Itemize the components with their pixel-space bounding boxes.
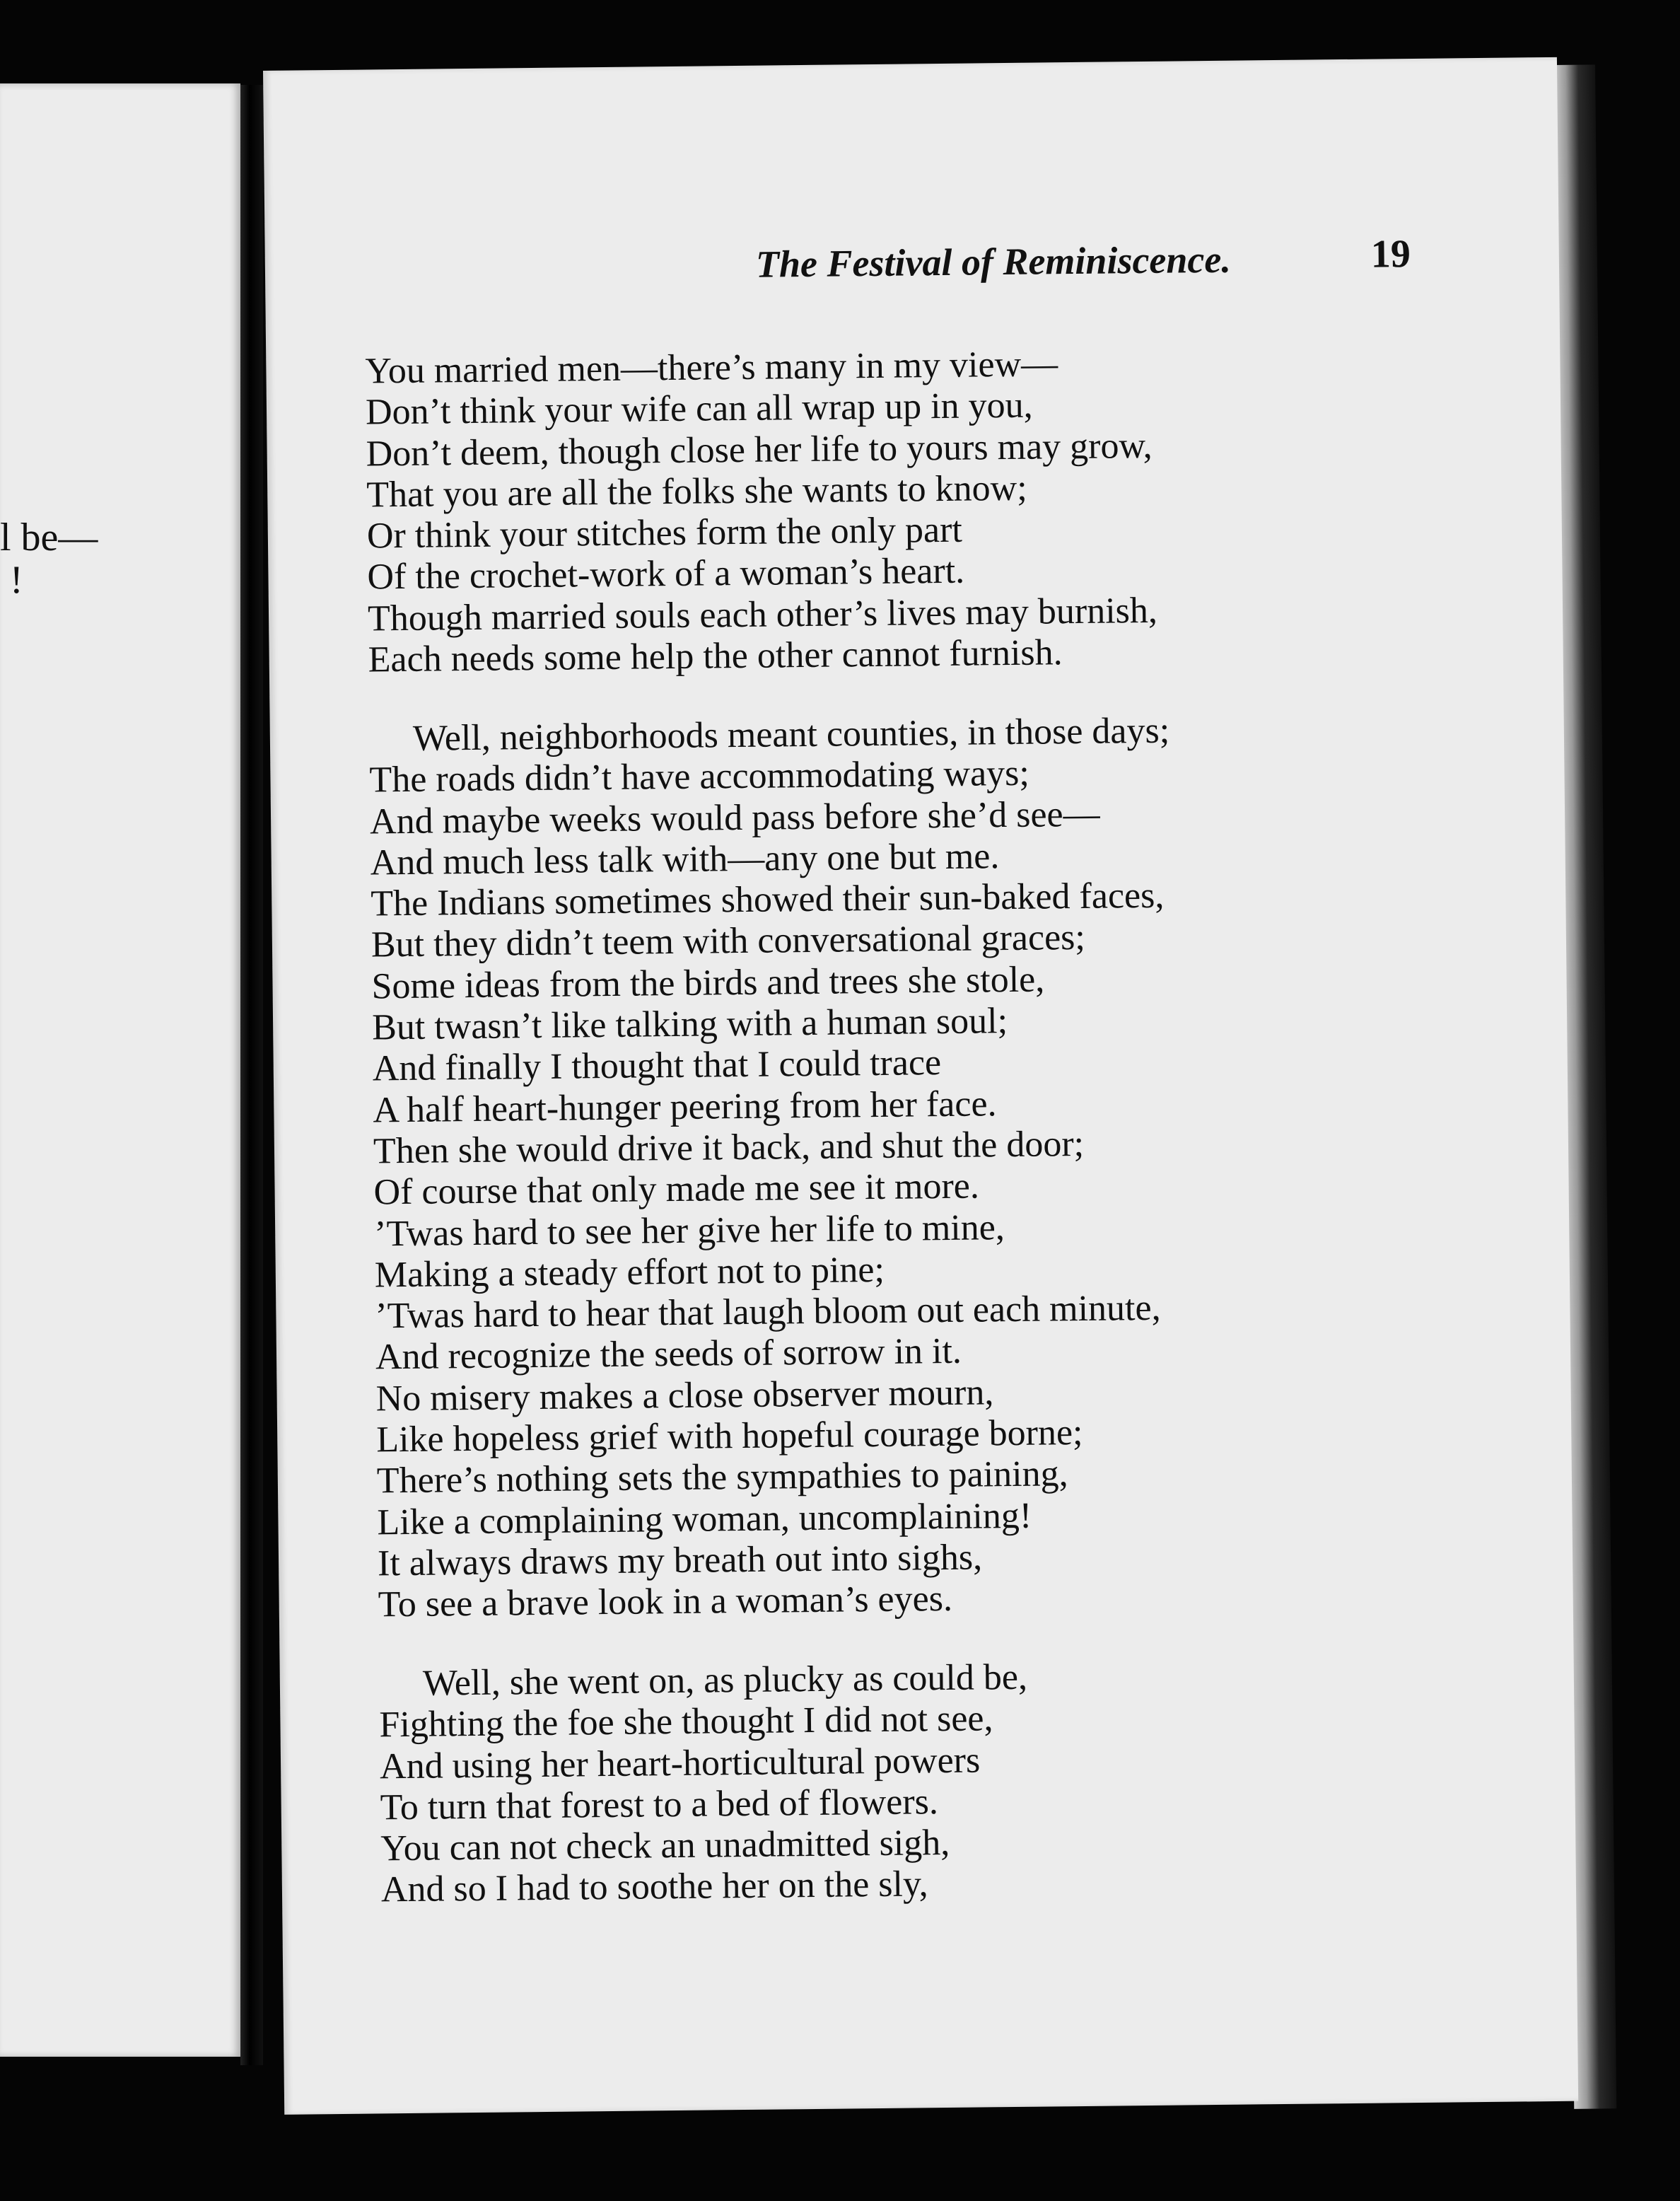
poem-line: To see a brave look in a woman’s eyes.: [378, 1579, 953, 1625]
poem-line: And using her heart-horticultural powers: [379, 1740, 981, 1787]
current-page: [263, 57, 1578, 2115]
poem-line: Like hopeless grief with hopeful courage borne;: [375, 1412, 1083, 1460]
page-number: 19: [1370, 232, 1411, 277]
poem-line: ’Twas hard to see her give her life to mine,: [373, 1207, 1005, 1255]
stanza-2: [369, 707, 1481, 1626]
poem-line: The roads didn’t have accommodating ways;: [369, 753, 1030, 801]
poem-line: Like a complaining woman, uncomplaining!: [377, 1495, 1032, 1543]
poem-line: Of course that only made me see it more.: [373, 1166, 980, 1213]
poem-line: A half heart-hunger peering from her face.: [373, 1083, 997, 1131]
poem-line: Well, neighborhoods meant counties, in those days;: [412, 710, 1170, 759]
poem-line: Of the crochet-work of a woman’s heart.: [367, 551, 965, 598]
poem-line: And maybe weeks would pass before she’d see—: [369, 794, 1100, 842]
poem-line: But they didn’t teem with conversational graces;: [371, 917, 1086, 965]
previous-page: [0, 83, 240, 2057]
poem-line: And so I had to soothe her on the sly,: [380, 1864, 928, 1910]
poem-line: Making a steady effort not to pine;: [374, 1249, 885, 1296]
poem-line: And finally I thought that I could trace: [372, 1043, 942, 1089]
poem-line: The Indians sometimes showed their sun-baked faces,: [371, 875, 1165, 924]
previous-page-fragment-2: !: [10, 558, 23, 602]
poem-line: Don’t deem, though close her life to yours may grow,: [366, 425, 1153, 475]
poem-line: You married men—there’s many in my view—: [365, 344, 1058, 392]
poem-line: And much less talk with—any one but me.: [370, 836, 1000, 883]
poem-line: Fighting the foe she thought I did not see,: [379, 1698, 993, 1746]
poem-line: But twasn’t like talking with a human soul;: [371, 1001, 1008, 1048]
previous-page-fragment-1: l be—: [0, 516, 98, 559]
poem-line: No misery makes a close observer mourn,: [375, 1372, 994, 1419]
poem-line: To turn that forest to a bed of flowers.: [380, 1782, 939, 1828]
poem-line: Or think your stitches form the only part: [366, 509, 963, 557]
poem-line: There’s nothing sets the sympathies to paining,: [376, 1453, 1068, 1502]
running-title: The Festival of Reminiscence.: [755, 238, 1232, 286]
poem-line: Though married souls each other’s lives may burnish,: [367, 590, 1158, 639]
stanza-3: [379, 1652, 1485, 1911]
stanza-1: [365, 339, 1471, 681]
poem-line: Well, she went on, as plucky as could be,: [422, 1656, 1028, 1704]
poem-line: Don’t think your wife can all wrap up in you,: [365, 385, 1033, 433]
poem-line: Then she would drive it back, and shut the door;: [373, 1123, 1085, 1172]
poem-line: You can not check an unadmitted sigh,: [380, 1823, 950, 1869]
poem-line: It always draws my breath out into sighs,: [377, 1537, 983, 1584]
poem-line: And recognize the seeds of sorrow in it.: [375, 1331, 962, 1378]
book-gutter: [240, 85, 263, 2065]
poem-line: That you are all the folks she wants to know;: [366, 468, 1027, 516]
poem-line: ’Twas hard to hear that laugh bloom out each minute,: [375, 1287, 1161, 1337]
poem-line: Each needs some help the other cannot furnish.: [368, 632, 1063, 680]
poem-line: Some ideas from the birds and trees she stole,: [371, 959, 1045, 1007]
